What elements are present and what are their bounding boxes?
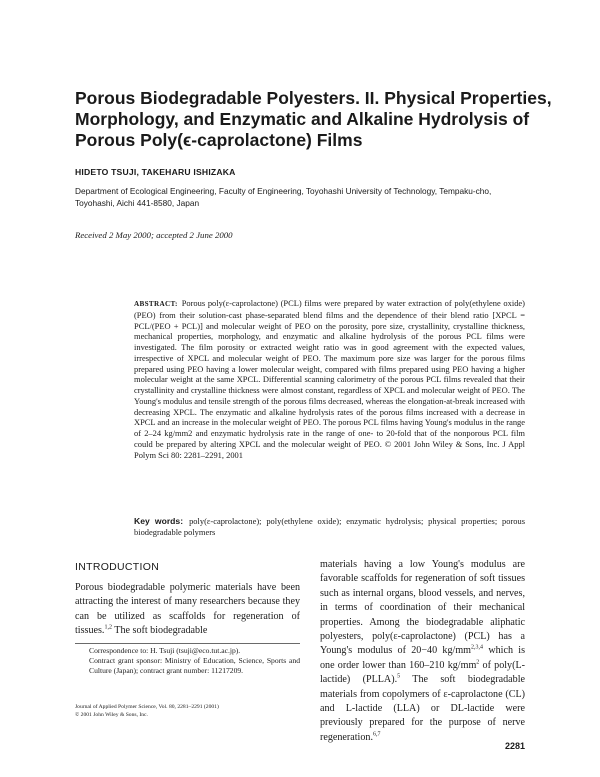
citation-ref: 2,3,4 [471,645,484,652]
affiliation [75,186,535,209]
section-heading-introduction: INTRODUCTION [75,561,160,573]
title-line: Porous Poly(ϵ-caprolactone) Films [75,130,363,150]
right-column-part: materials having a low Young's modulus are favorable scaffolds for regeneration of soft tissues such as internal organs, blood vessels, and nerves, in terms of coordination of their mechanical properties. Among the biodegradable aliphatic polyesters, poly(ε-caprolactone) (PCL) has a Young's modulus of 20−40 kg/mm [320,559,525,657]
abstract-label: ABSTRACT: [134,300,178,308]
copyright-line: © 2001 John Wiley & Sons, Inc. [75,711,148,718]
right-column-text [320,558,525,745]
abstract [134,298,525,460]
superscript-exponent: 2 [476,659,480,666]
right-column-part: of poly(L-lactide) (PLLA). [320,659,525,686]
journal-info [75,704,300,719]
article-title [75,88,552,151]
correspondence-note: Correspondence to: H. Tsuji (tsuji@eco.tut.ac.jp). [89,646,241,655]
page-number: 2281 [504,741,525,751]
affiliation-line: Toyohashi, Aichi 441-8580, Japan [75,197,200,208]
citation-ref: 1,2 [104,624,112,631]
keywords-label: Key words: [134,516,184,526]
journal-citation: Journal of Applied Polymer Science, Vol. 80, 2281–2291 (2001) [75,704,219,710]
received-dates: Received 2 May 2000; accepted 2 June 2000 [75,230,233,240]
affiliation-line: Department of Ecological Engineering, Faculty of Engineering, Toyohashi University of Technology, Tempaku-cho, [75,186,492,196]
footnote-divider [75,643,300,644]
intro-paragraph: Porous biodegradable polymeric materials have been attracting the interest of many researchers because they can be utilized as scaffolds for regeneration of tissues. [75,582,300,637]
title-line: Porous Biodegradable Polyesters. II. Physical Properties, [75,88,552,108]
keywords [134,516,525,538]
footnotes [75,646,300,676]
abstract-text: Porous poly(ε-caprolactone) (PCL) films were prepared by water extraction of poly(ethylene oxide) (PEO) from their solution-cast phase-separated blend films and the dependence of their blend ratio [XPCL = PCL/(PEO + PCL)] and molecular weight of PEO on the porosity, pore size, crystallinity, crystalline thickness, mechanical properties, morphology, and enzymatic and alkaline hydrolysis of the porous PCL films were investigated. The film porosity or extracted weight ratio was in good agreement with the expected values, irrespective of XPCL and molecular weight of PEO. The maximum pore size was larger for the porous films prepared using PEO having a lower molecular weight, compared with films prepared using PEO having a higher molecular weight at the same XPCL. Differential scanning calorimetry of the porous PCL films revealed that their crystallinity and crystalline thickness were almost constant, regardless of XPCL and molecular weight of PEO. The Young's modulus and tensile strength of the porous films decreased, whereas the elongation-at-break increased with decreasing XPCL. The enzymatic and alkaline hydrolysis rates of the porous films increased with a decrease in XPCL and an increase in the molecular weight of PEO. The porous PCL films having Young's modulus in the range of 2–24 kg/mm2 and enzymatic hydrolysis rate in the range of one- to 20-fold that of the nonporous PCL film could be prepared by altering XPCL and the molecular weight of PEO. © 2001 John Wiley & Sons, Inc. J Appl Polym Sci 80: 2281–2291, 2001 [134,298,525,460]
citation-ref: 5 [397,673,401,680]
keywords-text: poly(ε-caprolactone); poly(ethylene oxide); enzymatic hydrolysis; physical properties; porous biodegradable polymers [134,516,525,537]
right-column-part: The soft biodegradable materials from copolymers of ε-caprolactone (CL) and L-lactide (LLA) or DL-lactide were previously prepared for the purpose of nerve regeneration. [320,674,525,743]
title-line: Morphology, and Enzymatic and Alkaline Hydrolysis of [75,109,530,129]
citation-ref: 6,7 [372,731,381,738]
right-column-part: which is one order lower than 160–210 kg/mm [320,645,526,671]
author-list: HIDETO TSUJI, TAKEHARU ISHIZAKA [75,167,236,177]
intro-paragraph-tail: The soft biodegradable [111,625,208,637]
left-column-text [75,581,300,639]
grant-note: Contract grant sponsor: Ministry of Education, Science, Sports and Culture (Japan); contract grant number: 11217209. [89,655,300,675]
